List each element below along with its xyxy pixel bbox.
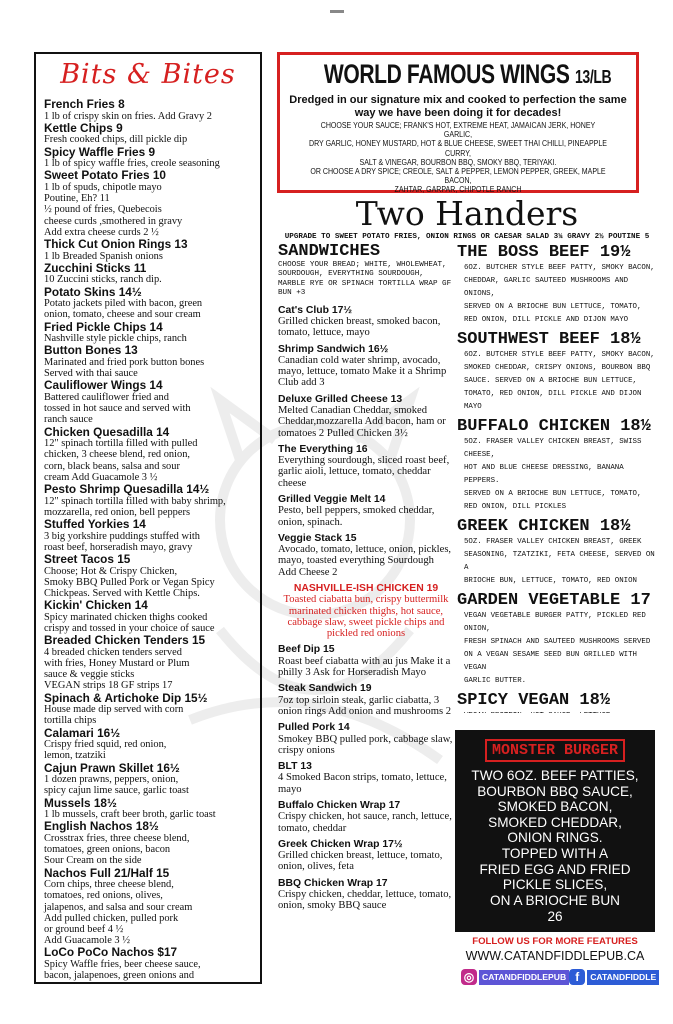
bits-item-name: Spinach & Artichoke Dip 15½ — [44, 690, 208, 705]
bits-item-name: Fried Pickle Chips 14 — [44, 319, 163, 334]
burger-name: THE BOSS BEEF 19½ — [457, 243, 631, 262]
bits-item-name: Thick Cut Onion Rings 13 — [44, 237, 188, 251]
burger-desc-line: BRIOCHE BUN, LETTUCE, TOMATO, RED ONION — [464, 577, 637, 585]
sandwich-desc: Crispy chicken, cheddar, lettuce, tomato, onion, smoky BBQ sauce — [278, 889, 452, 912]
sandwich-name: Grilled Veggie Melt 14 — [278, 493, 386, 505]
monster-burger-panel — [455, 730, 655, 932]
bits-item-name: Sweet Potato Fries 10 — [44, 168, 166, 183]
bits-item-desc: 1 lb of crispy skin on fries. Add Gravy 2 — [44, 110, 212, 122]
wings-subtitle: Dredged in our signature mix and cooked to perfection the same way we have been doing it for decades! — [289, 94, 627, 119]
bits-item-name: Breaded Chicken Tenders 15 — [44, 633, 206, 648]
bits-item-desc: 12" spinach tortilla filled with baby shrimp, — [44, 495, 226, 507]
bits-item-desc: ranch sauce — [44, 414, 93, 426]
monster-desc-line: TWO 6OZ. BEEF PATTIES, — [471, 768, 639, 783]
bits-item-desc: Spicy marinated chicken thighs cooked — [44, 611, 208, 623]
nashville-desc: Toasted ciabatta bun, crispy buttermilk marinated chicken thighs, hot sauce, cabbage slaw, sweet pickle chips and pickled red onions — [283, 594, 449, 639]
bits-item-desc: tossed in hot sauce and served with — [44, 403, 191, 415]
wings-sauce-line: OR CHOOSE A DRY SPICE; CREOLE, SALT & PEPPER, LEMON PEPPER, GREEK, MAPLE BACON, — [310, 167, 606, 186]
bits-item-desc: chicken, 3 cheese blend, red onion, — [44, 449, 190, 461]
bits-item-desc: Chickpeas. Served with Kettle Chips. — [44, 588, 200, 599]
sandwich-item — [278, 683, 454, 717]
burger-desc-line: GARLIC BUTTER. — [464, 677, 527, 685]
monster-desc-line: BOURBON BBQ SAUCE, — [477, 783, 633, 799]
bits-item-desc: lemon, tzatziki — [44, 750, 106, 762]
bits-item-name: Street Tacos 15 — [44, 552, 131, 566]
burger-item — [457, 330, 657, 414]
burger-desc-line: 5OZ. FRASER VALLEY CHICKEN BREAST, SWISS CHEESE, — [464, 438, 642, 459]
monster-title: MONSTER BURGER — [485, 739, 625, 762]
bits-item-desc: or ground beef 4 ½ — [44, 924, 124, 936]
sandwich-desc: Roast beef ciabatta with au jus Make it a philly 3 Ask for Horseradish Mayo — [278, 655, 451, 678]
bits-item-desc: roast beef, horseradish mayo, gravy — [44, 541, 193, 553]
bits-item-name: Potato Skins 14½ — [44, 284, 142, 299]
wings-sauce-line: SALT & VINEGAR, BOURBON BBQ, SMOKY BBQ, TERIYAKI. — [359, 157, 557, 167]
bits-item-desc: tortilla chips — [44, 715, 97, 727]
sandwich-name: Greek Chicken Wrap 17½ — [278, 838, 403, 850]
bits-item-name: French Fries 8 — [44, 97, 125, 111]
bits-item-name: Chicken Quesadilla 14 — [44, 424, 170, 439]
bits-item-desc: Spicy Waffle fries, beer cheese sauce, — [44, 959, 201, 971]
burger-name: GARDEN VEGETABLE 17 — [457, 591, 651, 610]
bits-item-desc: 10 Zuccini sticks, ranch dip. — [44, 274, 162, 286]
sandwich-item — [278, 444, 454, 489]
bits-item-name: Mussels 18½ — [44, 795, 117, 810]
monster-desc-line: ON A BRIOCHE BUN — [490, 892, 620, 908]
burger-item — [457, 417, 657, 514]
bits-item-name: Cauliflower Wings 14 — [44, 378, 163, 393]
bits-item-desc: Crosstrax fries, three cheese blend, — [44, 833, 190, 844]
facebook-handle: CATANDFIDDLE — [587, 970, 659, 985]
sandwich-list-2 — [278, 644, 454, 911]
bits-item-desc: Nashville style pickle chips, ranch — [44, 333, 187, 345]
wings-heading — [323, 59, 612, 92]
bits-item-name: Calamari 16½ — [44, 725, 121, 740]
facebook-icon: f — [569, 969, 585, 985]
wings-panel — [277, 52, 639, 193]
wings-sauce-line: CHOOSE YOUR SAUCE; FRANK'S HOT, EXTREME HEAT, JAMAICAN JERK, HONEY GARLIC, — [320, 121, 596, 140]
monster-desc — [461, 768, 649, 908]
monster-desc-line: ONION RINGS. — [507, 830, 603, 846]
burger-desc-line: CHEDDAR, GARLIC SAUTEED MUSHROOMS AND ONIONS, — [464, 277, 629, 298]
facebook-link[interactable] — [569, 969, 659, 985]
burger-desc-line: FRESH SPINACH AND SAUTEED MUSHROOMS SERVED — [464, 638, 651, 646]
bits-item-name: Kickin' Chicken 14 — [44, 598, 148, 613]
bits-item-desc: corn, black beans, salsa and sour — [44, 460, 180, 472]
bits-item-desc: Potato jackets piled with bacon, green — [44, 298, 203, 310]
bits-item-desc: 1 lb Breaded Spanish onions — [44, 250, 163, 262]
sandwich-item — [278, 722, 454, 756]
bits-item-desc: cream Add Guacamole 3 ½ — [44, 471, 158, 483]
bits-title: Bits & Bites — [60, 59, 236, 90]
bits-item-desc: Add pulled chicken, pulled pork — [44, 912, 179, 924]
bits-item-name: Cajun Prawn Skillet 16½ — [44, 760, 180, 775]
sandwich-name: BLT 13 — [278, 760, 312, 772]
bits-item-desc: Crispy fried squid, red onion, — [44, 739, 167, 751]
burger-list — [457, 243, 657, 713]
sandwich-item — [278, 878, 454, 912]
burger-desc-line: SEASONING, TZATZIKI, FETA CHEESE, SERVED ON A — [464, 551, 655, 572]
two-handers-subtitle: UPGRADE TO SWEET POTATO FRIES, ONION RINGS OR CAESAR SALAD 3¼ GRAVY 2½ POUTINE 5 — [284, 233, 650, 241]
bits-item-name: Kettle Chips 9 — [44, 120, 123, 135]
bits-item-desc: spicy cajun lime sauce, garlic toast — [44, 785, 189, 797]
sandwich-name: Shrimp Sandwich 16½ — [278, 343, 389, 355]
sandwich-name: Steak Sandwich 19 — [278, 683, 372, 695]
sandwich-desc: Grilled chicken breast, smoked bacon, tomato, lettuce, mayo — [278, 316, 441, 339]
burger-desc-line: 6OZ. BUTCHER STYLE BEEF PATTY, SMOKY BACON, — [464, 264, 655, 272]
nashville-name: NASHVILLE-ISH CHICKEN 19 — [293, 582, 439, 594]
burger-desc-line: ON A VEGAN SESAME SEED BUN GRILLED WITH VEGAN — [464, 651, 637, 672]
burger-desc-line: RED ONION, DILL PICKLES — [464, 503, 567, 511]
monster-desc-line: SMOKED CHEDDAR, — [488, 814, 622, 830]
burger-desc-line: SERVED ON A BRIOCHE BUN LETTUCE, TOMATO, — [464, 490, 642, 498]
sandwich-name: Buffalo Chicken Wrap 17 — [278, 799, 401, 811]
burger-item — [457, 517, 657, 588]
sandwich-name: Cat's Club 17½ — [278, 304, 353, 316]
sandwich-item — [278, 533, 454, 578]
burger-desc-line: SMOKED CHEDDAR, CRISPY ONIONS, BOURBON BBQ — [464, 364, 651, 372]
bits-item-desc: 1 lb of spuds, chipotle mayo — [44, 181, 162, 193]
bits-item-name: Nachos Full 21/Half 15 — [44, 865, 170, 880]
sandwich-desc: Canadian cold water shrimp, avocado, mayo, lettuce, tomato Make it a Shrimp Club add 3 — [278, 355, 447, 389]
sandwich-item — [278, 494, 454, 528]
bits-item-desc: with fries, Honey Mustard or Plum — [44, 658, 190, 669]
monster-desc-line: FRIED EGG AND FRIED — [479, 861, 631, 877]
bits-item-desc: Add Guacamole 3 ½ — [44, 935, 130, 947]
burger-name: SOUTHWEST BEEF 18½ — [457, 330, 641, 349]
sandwiches-title: SANDWICHES — [278, 243, 381, 261]
instagram-link[interactable] — [461, 969, 569, 985]
sandwich-desc: 7oz top sirloin steak, garlic ciabatta, 3 onion rings Add onion and mushrooms 2 — [278, 694, 452, 717]
instagram-handle: CATANDFIDDLEPUB — [479, 970, 569, 985]
sandwich-desc: Avocado, tomato, lettuce, onion, pickles, mayo, toasted everything Sourdough Add Cheese 2 — [278, 544, 452, 578]
wings-sauce-line: ZAHTAR, GARPAR, CHIPOTLE RANCH — [394, 185, 522, 195]
sandwich-name: Deluxe Grilled Cheese 13 — [278, 393, 403, 405]
bits-item-desc: Choose; Hot & Crispy Chicken, — [44, 565, 178, 577]
bits-item-desc: jalapenos, and salsa and sour cream — [44, 901, 193, 913]
bits-item-desc: tomatoes, green onions, bacon — [44, 844, 171, 856]
burger-name: SPICY VEGAN 18½ — [457, 691, 611, 710]
follow-section — [455, 936, 655, 985]
wings-sauce-line: DRY GARLIC, HONEY MUSTARD, HOT & BLUE CHEESE, SWEET THAI CHILLI, PINEAPPLE CURRY, — [309, 139, 607, 158]
bits-item-desc: Battered cauliflower fried and — [44, 391, 169, 403]
follow-title: FOLLOW US FOR MORE FEATURES — [472, 936, 638, 947]
sandwich-desc: Crispy chicken, hot sauce, ranch, lettuce, tomato, cheddar — [278, 811, 452, 834]
bits-item-name: English Nachos 18½ — [44, 819, 159, 834]
bits-item-desc: 1 dozen prawns, peppers, onion, — [44, 774, 179, 786]
sandwich-item — [278, 344, 454, 389]
bits-item-desc: Smoky BBQ Pulled Pork or Vegan Spicy — [44, 576, 215, 588]
sandwich-item — [278, 394, 454, 439]
bits-item-desc: 12" spinach tortilla filled with pulled — [44, 438, 198, 450]
wings-price: 13/LB — [575, 67, 612, 87]
two-handers-header — [277, 196, 657, 242]
sandwich-item — [278, 761, 454, 795]
burger-name: BUFFALO CHICKEN 18½ — [457, 417, 651, 436]
instagram-icon: ◎ — [461, 969, 477, 985]
bits-item-name: Spicy Waffle Fries 9 — [44, 144, 156, 159]
sandwich-list — [278, 305, 454, 578]
sandwich-item — [278, 800, 454, 834]
sandwich-name: Pulled Pork 14 — [278, 722, 350, 733]
social-links — [455, 969, 655, 985]
bits-item-name: Button Bones 13 — [44, 343, 138, 358]
monster-desc-line: TOPPED WITH A — [501, 845, 609, 861]
burger-desc-line: 6OZ. BUTCHER STYLE BEEF PATTY, SMOKY BACON, — [464, 351, 655, 359]
bits-item-name: Zucchini Sticks 11 — [44, 260, 147, 275]
bits-item-desc — [44, 981, 252, 984]
bits-item-desc: mozzarella, red onion, bell peppers — [44, 506, 190, 518]
nashville-item — [278, 583, 454, 639]
bits-item-desc: Sour Cream on the side — [44, 855, 142, 867]
bits-item-desc: bacon, jalapenoes, green onions and — [44, 970, 195, 982]
burger-name: GREEK CHICKEN 18½ — [457, 517, 631, 536]
top-mark — [330, 10, 344, 13]
sandwiches-column — [278, 243, 454, 983]
bits-item-name: LoCo PoCo Nachos $17 — [44, 945, 178, 960]
bits-item-desc: ½ pound of fries, Quebecois — [44, 204, 162, 216]
burger-desc-line: HOT AND BLUE CHEESE DRESSING, BANANA PEPPERS. — [464, 464, 624, 485]
sandwich-desc: Pesto, bell peppers, smoked cheddar, onion, spinach. — [278, 505, 435, 528]
monster-price: 26 — [547, 909, 563, 925]
sandwich-name: Beef Dip 15 — [278, 644, 335, 656]
bits-list — [44, 98, 252, 984]
bits-item-desc: Corn chips, three cheese blend, — [44, 879, 174, 891]
bits-item-name: Pesto Shrimp Quesadilla 14½ — [44, 482, 210, 496]
bits-item-desc: cheese curds ,smothered in gravy — [44, 215, 183, 227]
burgers-column — [457, 243, 657, 713]
bits-item-desc: Add extra cheese curds 2 ½ — [44, 226, 159, 238]
sandwich-desc: Melted Canadian Cheddar, smoked Cheddar,mozzarella Add bacon, ham or tomatoes 2 Pulled Chicken 3½ — [278, 405, 446, 439]
bits-item-desc: onion, tomato, cheese and sour cream — [44, 309, 201, 321]
sandwich-name: The Everything 16 — [278, 443, 368, 455]
bits-item-desc: sauce & veggie sticks — [44, 669, 135, 681]
monster-desc-line: PICKLE SLICES, — [502, 877, 608, 893]
sandwich-desc: 4 Smoked Bacon strips, tomato, lettuce, mayo — [278, 772, 447, 795]
sandwich-item — [278, 644, 454, 678]
burger-desc-line: SERVED ON A BRIOCHE BUN LETTUCE, TOMATO, — [464, 303, 642, 311]
bits-item-desc: House made dip served with corn — [44, 704, 184, 716]
wings-title: WORLD FAMOUS WINGS — [323, 59, 570, 89]
burger-item — [457, 691, 657, 713]
bits-item-desc: 1 lb mussels, craft beer broth, garlic toast — [44, 809, 216, 821]
two-handers-title: Two Handers — [355, 194, 579, 233]
burger-desc-line: 5OZ. FRASER VALLEY CHICKEN BREAST, GREEK — [464, 538, 642, 546]
bits-item-desc: VEGAN strips 18 GF strips 17 — [44, 680, 173, 692]
burger-desc-line: SAUCE. SERVED ON A BRIOCHE BUN LETTUCE, — [464, 377, 637, 385]
bits-item-desc: tomatoes, red onions, olives, — [44, 890, 163, 902]
sandwich-desc: Everything sourdough, sliced roast beef, garlic aioli, lettuce, tomato, cheddar cheese — [278, 455, 450, 489]
sandwich-name: Veggie Stack 15 — [278, 532, 357, 544]
burger-desc-line: TOMATO, RED ONION, DILL PICKLE AND DIJON MAYO — [464, 390, 642, 411]
bits-item-desc: Fresh cooked chips, dill pickle dip — [44, 134, 188, 146]
burger-desc-line: RED ONION, DILL PICKLE AND DIJON MAYO — [464, 316, 629, 324]
wings-sauces — [307, 121, 610, 195]
bits-item-desc: 1 lb of spicy waffle fries, creole seasoning — [44, 158, 220, 170]
sandwich-name: BBQ Chicken Wrap 17 — [278, 877, 388, 889]
sandwich-item — [278, 305, 454, 339]
bits-item-desc: 4 breaded chicken tenders served — [44, 646, 182, 658]
sandwich-desc: Smokey BBQ pulled pork, cabbage slaw, crispy onions — [278, 733, 453, 756]
bits-and-bites-panel — [34, 52, 262, 984]
sandwich-desc: Grilled chicken breast, lettuce, tomato, onion, olives, feta — [278, 850, 443, 873]
burger-item — [457, 243, 657, 327]
sandwich-item — [278, 839, 454, 873]
bits-item-name: Stuffed Yorkies 14 — [44, 517, 146, 531]
burger-desc-line: VEGAN VEGETABLE BURGER PATTY, PICKLED RED ONION, — [464, 612, 646, 633]
burger-item — [457, 591, 657, 688]
bits-item-desc: Poutine, Eh? 11 — [44, 193, 110, 205]
monster-desc-line: SMOKED BACON, — [497, 799, 613, 815]
sandwiches-desc: CHOOSE YOUR BREAD; WHITE, WHOLEWHEAT, SOURDOUGH, EVERYTHING SOURDOUGH, MARBLE RYE OR SPINACH TORTILLA WRAP GF BUN +3 — [278, 261, 452, 298]
bits-item-desc: Served with thai sauce — [44, 368, 138, 380]
bits-item-desc: Marinated and fried pork button bones — [44, 356, 205, 368]
website-link[interactable]: WWW.CATANDFIDDLEPUB.CA — [465, 949, 645, 963]
bits-item-desc: 3 big yorkshire puddings stuffed with — [44, 530, 200, 542]
burger-desc-line — [457, 710, 657, 713]
bits-item-desc: crispy and tossed in your choice of sauce — [44, 623, 215, 634]
